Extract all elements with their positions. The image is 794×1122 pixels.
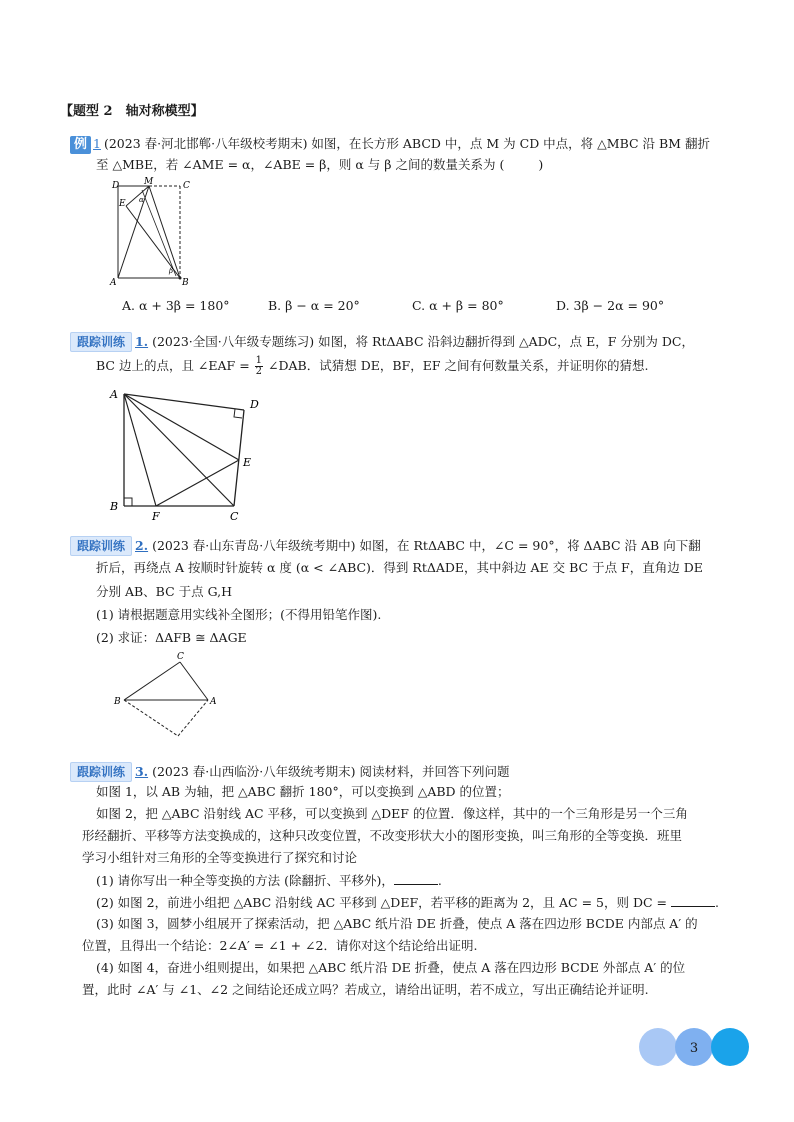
example1-text1: (2023 春·河北邯郸·八年级校考期末) 如图，在长方形 ABCD 中，点 M 为 CD 中点，将 △MBC 沿 BM 翻折 <box>103 136 710 151</box>
train1-text2a: BC 边上的点，且 ∠EAF = <box>96 358 250 373</box>
train1-text1: (2023·全国·八年级专题练习) 如图，将 RtΔABC 沿斜边翻折得到 △ADC，点 E，F 分别为 DC， <box>152 334 694 349</box>
train3-q1-blank[interactable] <box>394 872 438 885</box>
train2-text1: (2023 春·山东青岛·八年级统考期中) 如图，在 RtΔABC 中，∠C = 90°，将 ΔABC 沿 AB 向下翻 <box>152 538 701 553</box>
example1-figure <box>106 176 206 288</box>
fig1-label-c: C <box>183 181 190 191</box>
fig3-label-c: C <box>177 652 184 662</box>
train3-number: 3. <box>135 764 149 779</box>
train2-figure <box>106 648 226 744</box>
fig2-label-b: B <box>110 500 119 513</box>
fig1-label-m: M <box>144 177 154 187</box>
example1-text2: 至 △MBE，若 ∠AME = α，∠ABE = β，则 α 与 β 之间的数量关系为 ( <box>96 157 505 172</box>
train2-line3: 分别 AB、BC 于点 G,H <box>96 584 233 599</box>
example1-paren-close: ) <box>538 157 544 172</box>
fig3-label-b: B <box>114 697 121 707</box>
option-a: A. α + 3β = 180° <box>122 298 230 313</box>
train1-fraction: $\frac{1}{2}$ <box>255 355 263 377</box>
train3-q3a: (3) 如图 3，圆梦小组展开了探索活动，把 △ABC 纸片沿 DE 折叠，使点 A 落在四边形 BCDE 内部点 A′ 的 <box>96 916 698 931</box>
train3-q2-blank[interactable] <box>671 894 715 907</box>
train1-text2b: ∠DAB．试猜想 DE，BF，EF 之间有何数量关系，并证明你的猜想. <box>268 358 649 373</box>
train3-line1 <box>70 762 510 782</box>
train3-q1 <box>96 872 442 889</box>
page-number: 3 <box>689 1041 699 1056</box>
footer-dot-right <box>711 1028 749 1066</box>
example1-line2 <box>96 157 543 173</box>
train3-q1-text: (1) 请你写出一种全等变换的方法 (除翻折、平移外)， <box>96 873 394 888</box>
train2-line2: 折后，再绕点 A 按顺时针旋转 α 度 (α < ∠ABC)．得到 RtΔADE，其中斜边 AE 交 BC 于点 F，直角边 DE <box>96 560 703 575</box>
train1-badge: 跟踪训练 <box>70 332 132 352</box>
fig1-label-beta: β <box>169 267 174 275</box>
train3-badge: 跟踪训练 <box>70 762 132 782</box>
train3-q1-period: . <box>437 873 442 888</box>
train3-p2c: 学习小组针对三角形的全等变换进行了探究和讨论 <box>82 850 358 865</box>
fig2-label-c: C <box>230 510 239 522</box>
train2-line1 <box>70 536 701 556</box>
option-b: B. β − α = 20° <box>268 298 360 313</box>
train3-q4b: 置，此时 ∠A′ 与 ∠1、∠2 之间结论还成立吗？若成立，请给出证明，若不成立，写出正确结论并证明. <box>82 982 649 997</box>
fig2-label-f: F <box>152 510 160 522</box>
page-footer <box>636 1026 756 1070</box>
train3-p2b: 形经翻折、平移等方法变换成的，这种只改变位置，不改变形状大小的图形变换，叫三角形的全等变换．班里 <box>82 828 683 843</box>
fig1-label-b: B <box>182 278 189 288</box>
example-number: 1 <box>93 136 101 151</box>
train1-figure <box>106 382 266 522</box>
train2-q2: (2) 求证：ΔAFB ≅ ΔAGE <box>96 630 247 645</box>
fig1-label-d: D <box>112 181 120 191</box>
train3-p1: 如图 1，以 AB 为轴，把 △ABC 翻折 180°，可以变换到 △ABD 的位置； <box>96 784 510 799</box>
footer-dot-left <box>639 1028 677 1066</box>
train3-p2a: 如图 2，把 △ABC 沿射线 AC 平移，可以变换到 △DEF 的位置．像这样，其中的一个三角形是另一个三角 <box>96 806 688 821</box>
option-d: D. 3β − 2α = 90° <box>556 298 665 313</box>
train2-badge: 跟踪训练 <box>70 536 132 556</box>
example1-line1 <box>70 136 710 154</box>
train3-q4a: (4) 如图 4，奋进小组则提出，如果把 △ABC 纸片沿 DE 折叠，使点 A 落在四边形 BCDE 外部点 A′ 的位 <box>96 960 686 975</box>
train3-text1: (2023 春·山西临汾·八年级统考期末) 阅读材料，并回答下列问题 <box>152 764 510 779</box>
section-title: 【题型 2 轴对称模型】 <box>60 104 204 119</box>
fig2-label-d: D <box>250 398 259 411</box>
train3-q2-text: (2) 如图 2，前进小组把 △ABC 沿射线 AC 平移到 △DEF，若平移的距离为 2，且 AC = 5，则 DC = <box>96 895 667 910</box>
train3-q2-period: . <box>714 895 719 910</box>
train1-line2 <box>96 356 648 377</box>
train3-q3b: 位置，且得出一个结论：2∠A′ = ∠1 + ∠2．请你对这个结论给出证明. <box>82 938 478 953</box>
option-c: C. α + β = 80° <box>412 298 504 313</box>
fig2-label-e: E <box>243 456 252 469</box>
fig1-label-a: A <box>110 278 117 288</box>
fig1-label-e: E <box>119 199 126 209</box>
fig3-label-a: A <box>210 697 217 707</box>
fig2-label-a: A <box>110 388 118 401</box>
example-badge: 例 <box>70 136 91 154</box>
train2-number: 2. <box>135 538 149 553</box>
train2-q1: (1) 请根据题意用实线补全图形；(不得用铅笔作图). <box>96 607 382 622</box>
train1-number: 1. <box>135 334 149 349</box>
train1-line1 <box>70 332 694 352</box>
fig1-label-alpha: α <box>139 196 144 204</box>
train3-q2 <box>96 894 719 911</box>
